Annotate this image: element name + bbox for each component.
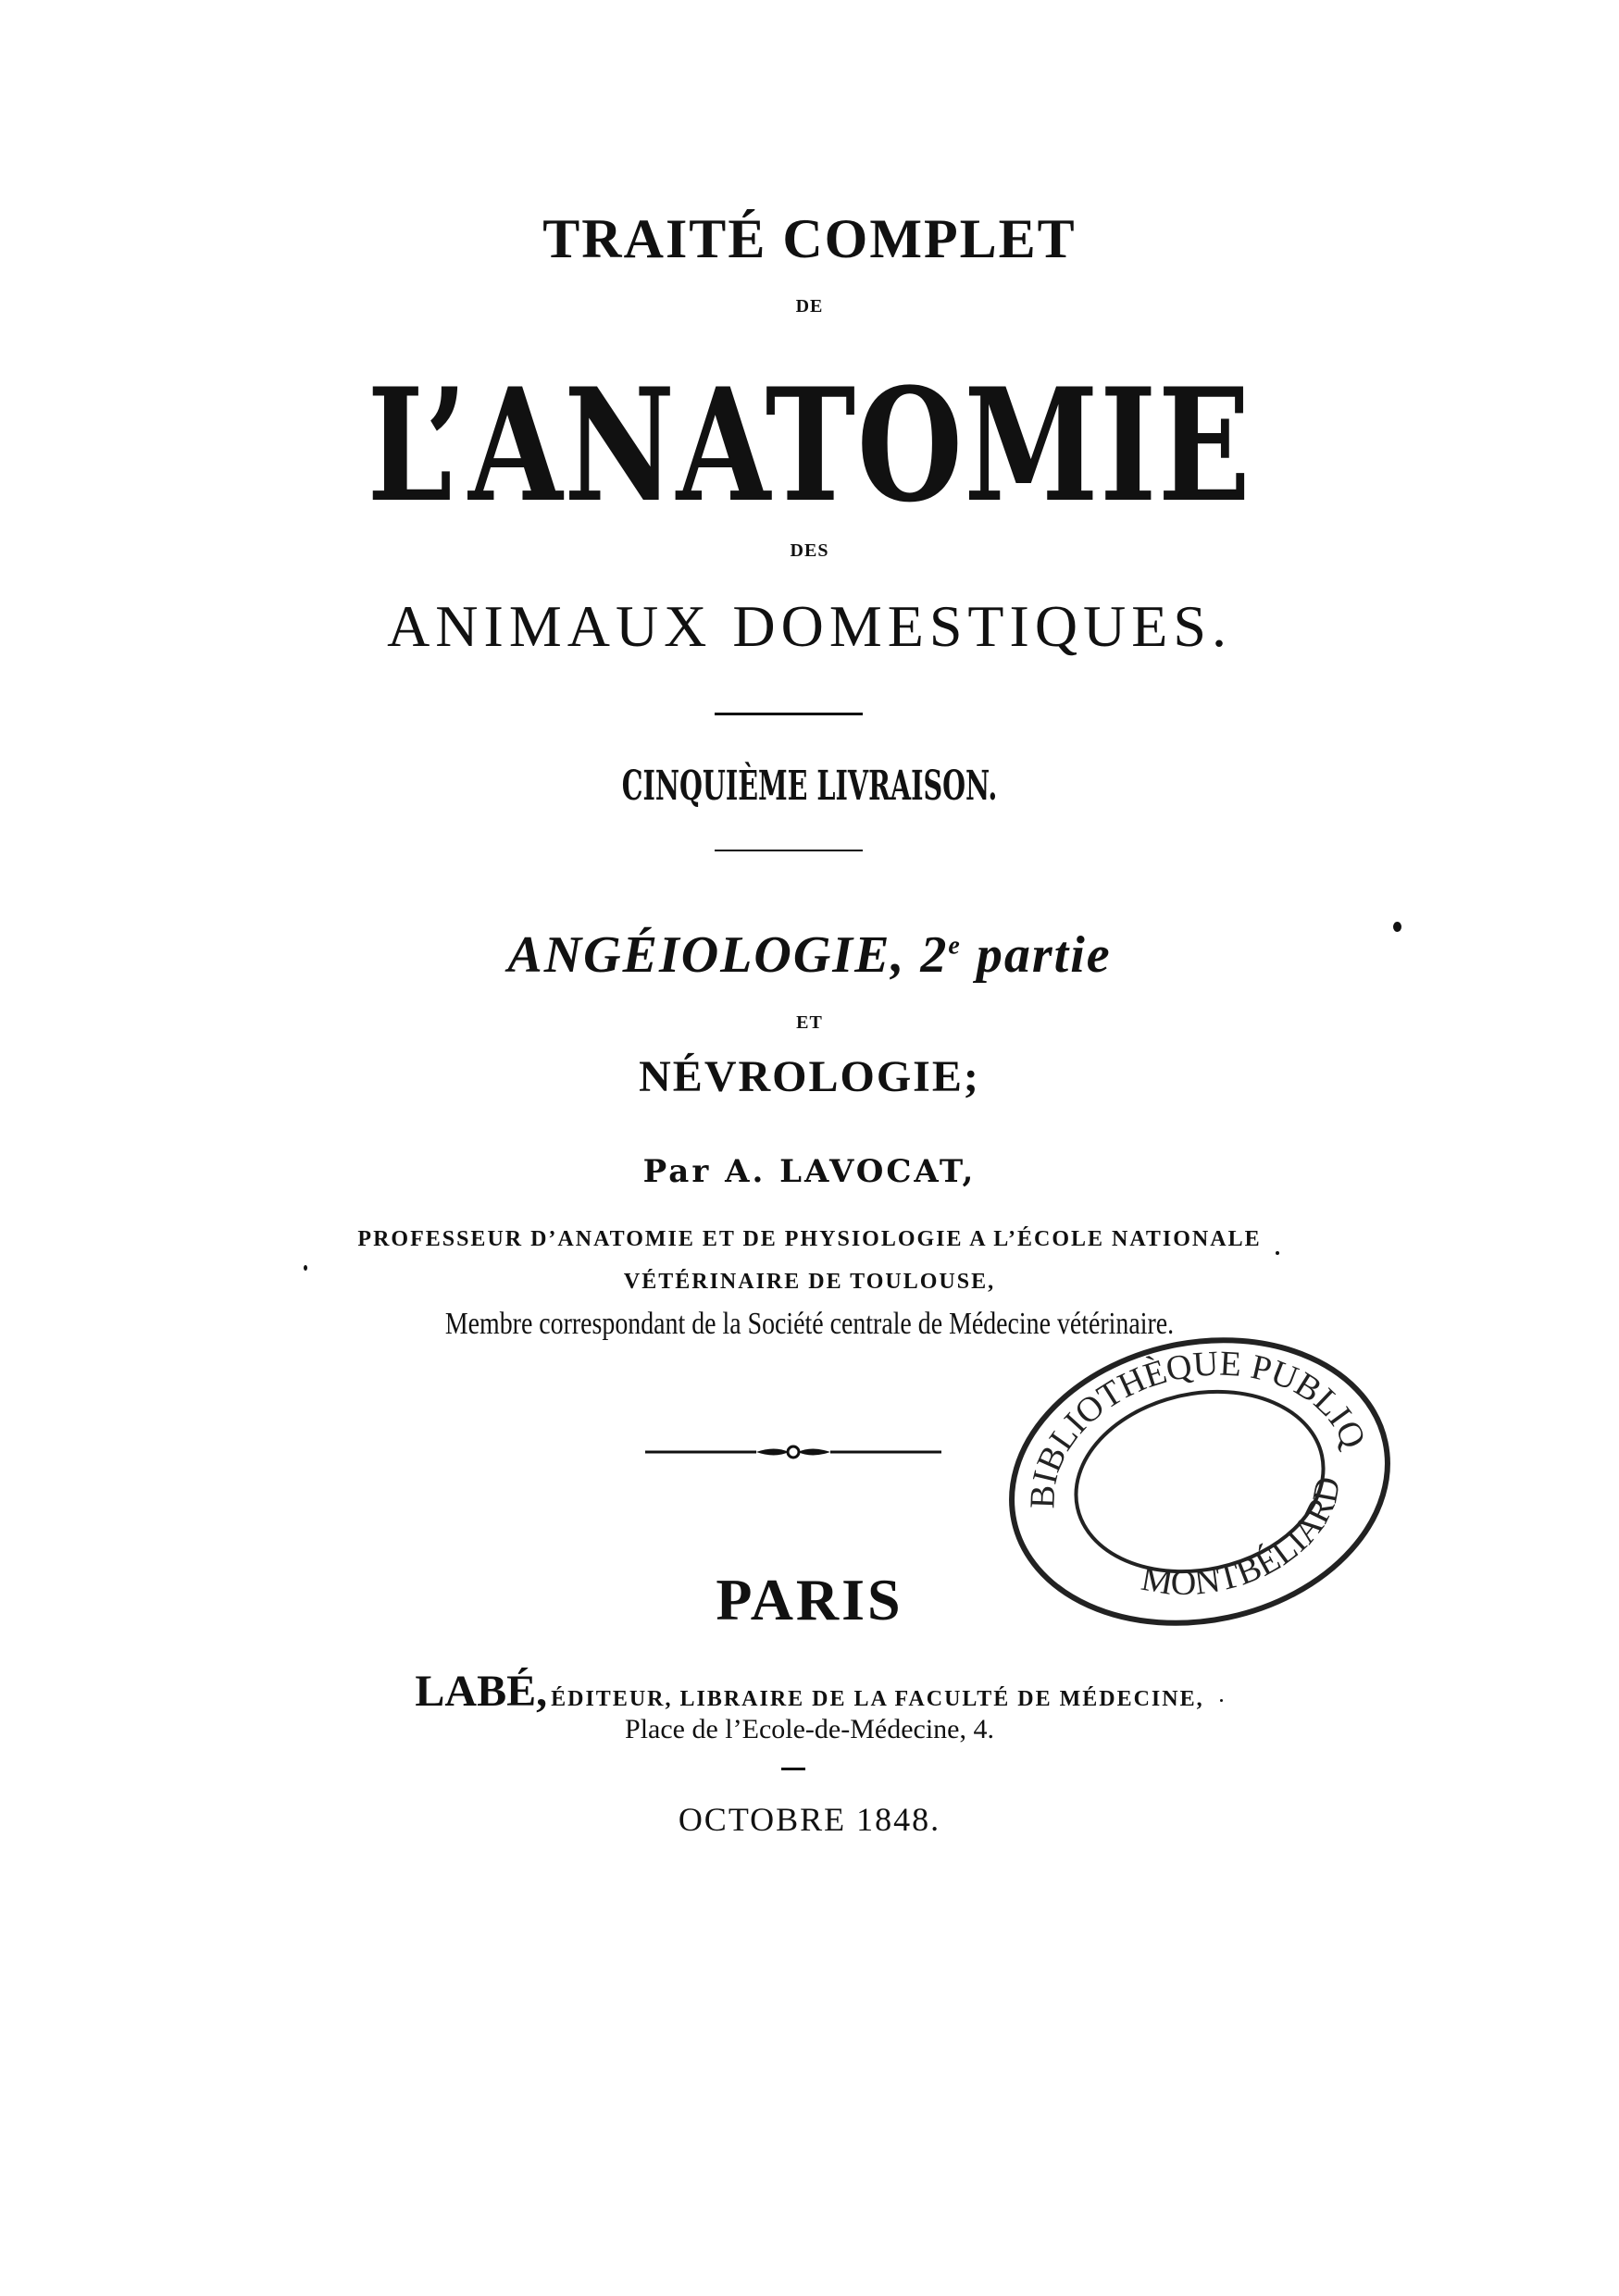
imprint-publisher-line [0, 1666, 1619, 1717]
svg-text:MONTBÉLIARD: MONTBÉLIARD [1138, 1473, 1349, 1603]
divider-rule-top [715, 713, 863, 715]
title-connector-des: DES [790, 540, 829, 561]
subject-part1: ANGÉIOLOGIE, [507, 926, 906, 984]
main-title: L’ANATOMIE [367, 354, 1252, 537]
library-stamp-icon [996, 1329, 1403, 1634]
ornamental-divider-icon [645, 1438, 941, 1466]
subject-part1-number: 2 [920, 926, 949, 984]
author-name: Par A. LAVOCAT, [642, 1153, 977, 1190]
imprint-publisher: LABÉ, [415, 1667, 548, 1716]
divider-rule-bottom [715, 850, 863, 851]
ink-speck [1276, 1251, 1279, 1255]
livraison-label: CINQUIÈME LIVRAISON. [621, 763, 998, 810]
imprint-short-rule [781, 1768, 805, 1770]
author-title-line1: PROFESSEUR D’ANATOMIE ET DE PHYSIOLOGIE A L’ÉCOLE NATIONALE [357, 1227, 1262, 1251]
title-connector-de: DE [795, 296, 824, 316]
subject-angeiologie [0, 925, 1619, 985]
subtitle-animaux-domestiques: ANIMAUX DOMESTIQUES. [387, 593, 1232, 659]
imprint-city: PARIS [716, 1567, 903, 1632]
author-title-line2: VÉTÉRINAIRE DE TOULOUSE, [623, 1270, 996, 1294]
subject-part1-word: partie [976, 926, 1112, 984]
subject-connector-et: ET [796, 1012, 823, 1033]
ink-speck [304, 1265, 307, 1271]
imprint-address: Place de l’Ecole-de-Médecine, 4. [625, 1714, 994, 1744]
imprint-date: OCTOBRE 1848. [678, 1801, 941, 1838]
ink-speck [1220, 1699, 1223, 1702]
svg-text:BIBLIOTHÈQUE PUBLIQUE: BIBLIOTHÈQUE PUBLIQUE [1023, 1344, 1374, 1509]
subject-nevrologie: NÉVROLOGIE; [639, 1052, 980, 1101]
ink-speck [1393, 922, 1401, 932]
author-membership: Membre correspondant de la Société centrale de Médecine vétérinaire. [444, 1307, 1175, 1341]
subject-part1-superscript: e [948, 931, 962, 961]
imprint-publisher-desc: ÉDITEUR, LIBRAIRE DE LA FACULTÉ DE MÉDECINE, [551, 1687, 1204, 1711]
title-line-traite-complet: TRAITÉ COMPLET [542, 208, 1077, 269]
